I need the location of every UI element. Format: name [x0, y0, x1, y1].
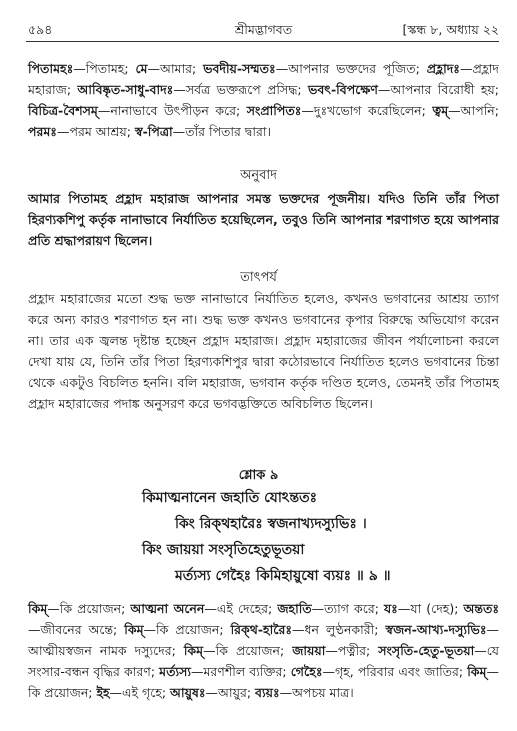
sanskrit-term: স্ব-পিত্রা	[134, 124, 173, 139]
sanskrit-term: রিক্থ-হারৈঃ	[230, 622, 293, 637]
sanskrit-term: কিম্	[28, 601, 48, 616]
term-gloss: —ত্যাগ করে;	[311, 601, 384, 616]
term-gloss: —গৃহ, পরিবার এবং জাতির;	[322, 664, 468, 679]
term-gloss: —কি প্রয়োজন;	[143, 622, 231, 637]
term-gloss: —আপনার ভক্তদের পূজিত;	[275, 61, 427, 76]
verse-line-4: মর্ত্যস্য গেহৈঃ কিমিহায়ুষো ব্যয়ঃ ॥ ৯ ॥	[175, 568, 391, 584]
term-gloss: —আপনার বিরোধী হয়;	[377, 82, 499, 97]
sanskrit-term: পিতামহঃ	[28, 61, 74, 76]
book-title: শ্রীমদ্ভাগবত	[234, 22, 293, 37]
term-gloss: —আমার;	[147, 61, 204, 76]
term-gloss: —আত্মীয়স্বজন নামক দস্যুদের;	[28, 622, 500, 658]
sanskrit-term: জায়য়া	[292, 643, 326, 658]
sanskrit-term: আত্মনা অনেন	[130, 601, 205, 616]
verse-number: শ্লোক ৯	[238, 468, 279, 483]
sanskrit-term: ভবদীয়-সম্মতঃ	[203, 61, 276, 76]
sanskrit-term: ভবৎ-বিপক্ষেণ	[308, 82, 378, 97]
header-rule	[26, 41, 499, 42]
sanskrit-term: সংসৃতি-হেতু-ভূতয়া	[378, 643, 475, 658]
sanskrit-term: সংপ্রাপিতঃ	[246, 103, 302, 118]
verse-line-3: কিং জায়য়া সংসৃতিহেতুভূতয়া	[142, 542, 305, 558]
sanskrit-term: আয়ুষঃ	[170, 685, 206, 700]
purport-text: প্রহ্লাদ মহারাজের মতো শুদ্ধ ভক্ত নানাভাবে নির্যাতিত হলেও, কখনও ভগবানের আশ্রয় ত্যাগ করে অন্য কারও শরণাগত হন না। শুদ্ধ ভক্ত কখনও ভগবানের কৃপার বিরুদ্ধে অভিযোগ করেন না। তার এক জ্বলন্ত দৃষ্টান্ত হচ্ছেন প্রহ্লাদ মহারাজ। প্রহ্লাদ মহারাজের জীবন পর্যালোচনা করলে দেখা যায় যে, তিনি তাঁর পিতা হিরণ্যকশিপুর দ্বারা কঠোরভাবে নির্যাতিত হলেও ভগবানের চিন্তা থেকে একটুও বিচলিত হননি। বলি মহারাজ, ভগবান কর্তৃক দণ্ডিত হলেও, তেমনই তাঁর পিতামহ প্রহ্লাদ মহারাজের পদাঙ্ক অনুসরণ করে ভগবদ্ভক্তিতে অবিচলিত ছিলেন।	[28, 291, 499, 411]
purport-heading: তাৎপর্য	[240, 270, 277, 285]
sanskrit-term: স্বজন-আখ্য-দস্যুভিঃ	[385, 622, 487, 637]
term-gloss: —অপচয় মাত্র।	[279, 685, 354, 700]
term-gloss: —যে সংসার-বন্ধন বৃদ্ধির কারণ;	[28, 643, 500, 679]
sanskrit-term: ব্যয়ঃ	[255, 685, 280, 700]
sanskrit-term: বিচিত্র-বৈশসম্	[28, 103, 98, 118]
word-synonyms-bottom	[28, 598, 499, 703]
verse-line-2: কিং রিক্থহারৈঃ স্বজনাখ্যদস্যুভিঃ ।	[175, 516, 367, 532]
term-gloss: —এই দেহের;	[204, 601, 278, 616]
sanskrit-term: প্রহ্লাদঃ	[426, 61, 460, 76]
sanskrit-term: মর্ত্যস্য	[159, 664, 191, 679]
term-gloss: —ধন লুণ্ঠনকারী;	[292, 622, 386, 637]
sanskrit-term: আবিষ্কৃত-সাধু-বাদঃ	[77, 82, 174, 97]
term-gloss: —কি প্রয়োজন;	[28, 664, 499, 700]
term-gloss: —আপনি;	[448, 103, 499, 118]
term-gloss: —জীবনের অন্তে;	[28, 622, 125, 637]
term-gloss: —এই গৃহে;	[109, 685, 170, 700]
sanskrit-term: কিম্	[183, 643, 204, 658]
term-gloss: —কি প্রয়োজন;	[203, 643, 293, 658]
sanskrit-term: ইহ	[96, 685, 110, 700]
sanskrit-term: কিম্	[467, 664, 487, 679]
word-synonyms-top	[28, 58, 499, 142]
verse-line-1: কিমাত্মনানেন জহাতি যোঽন্ততঃ	[142, 490, 318, 506]
sanskrit-term: জহাতি	[277, 601, 312, 616]
sanskrit-term: ত্বম্	[432, 103, 449, 118]
sanskrit-term: গেহৈঃ	[290, 664, 323, 679]
term-gloss: —প্রহ্লাদ মহারাজ;	[28, 61, 499, 97]
sanskrit-term: যঃ	[383, 601, 398, 616]
term-gloss: —আয়ুর;	[205, 685, 256, 700]
term-gloss: —মরণশীল ব্যক্তির;	[190, 664, 291, 679]
translation-heading: অনুবাদ	[240, 168, 277, 183]
term-gloss: —নানাভাবে উৎপীড়ন করে;	[97, 103, 247, 118]
term-gloss: —তাঁর পিতার দ্বারা।	[172, 124, 271, 139]
translation-text: আমার পিতামহ প্রহ্লাদ মহারাজ আপনার সমস্ত ভক্তদের পূজনীয়। যদিও তিনি তাঁর পিতা হিরণ্যকশিপু কর্তৃক নানাভাবে নির্যাতিত হয়েছিলেন, তবুও তিনি আপনার শরণাগত হয়ে আপনার প্রতি শ্রদ্ধাপরায়ণ ছিলেন।	[28, 191, 499, 248]
term-gloss: —পিতামহ;	[73, 61, 136, 76]
sanskrit-term: অন্ততঃ	[463, 601, 499, 616]
term-gloss: —দুঃখভোগ করেছিলেন;	[301, 103, 433, 118]
term-gloss: —যা (দেহ);	[397, 601, 464, 616]
term-gloss: —পত্নীর;	[325, 643, 379, 658]
term-gloss: —পরম আশ্রয়;	[56, 124, 135, 139]
term-gloss: —সর্বত্র ভক্তরূপে প্রসিদ্ধ;	[173, 82, 309, 97]
running-header	[28, 22, 499, 40]
page-number: ৫৯৪	[28, 22, 53, 37]
term-gloss: —কি প্রয়োজন;	[47, 601, 131, 616]
sanskrit-term: মে	[135, 61, 148, 76]
sanskrit-term: পরমঃ	[28, 124, 57, 139]
sanskrit-term: কিম্	[124, 622, 144, 637]
section-label: [স্কন্ধ ৮, অধ্যায় ২২	[402, 22, 499, 37]
